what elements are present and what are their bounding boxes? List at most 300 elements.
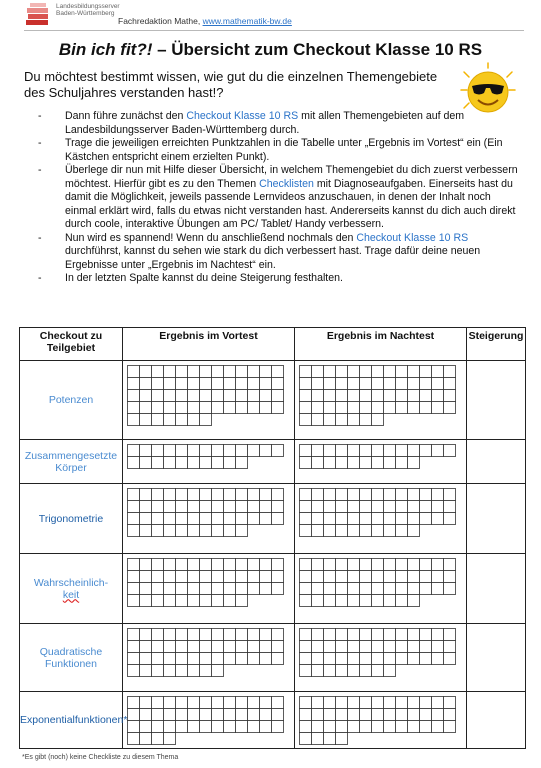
score-box[interactable] [164,559,176,571]
score-box[interactable] [420,571,432,583]
box-grid[interactable] [123,624,294,677]
box-grid[interactable] [295,624,466,677]
score-box[interactable] [248,629,260,641]
score-box[interactable] [128,445,140,457]
score-box[interactable] [224,513,236,525]
score-box[interactable] [236,378,248,390]
score-box[interactable] [152,513,164,525]
score-box[interactable] [140,641,152,653]
score-box[interactable] [420,559,432,571]
posttest-boxes[interactable] [295,624,467,692]
score-box[interactable] [420,378,432,390]
score-box[interactable] [384,501,396,513]
score-box[interactable] [272,445,284,457]
score-box[interactable] [300,697,312,709]
score-box[interactable] [224,366,236,378]
score-box[interactable] [164,390,176,402]
score-box-grid[interactable] [127,558,284,607]
score-box[interactable] [164,513,176,525]
box-grid[interactable] [295,361,466,426]
score-box[interactable] [432,571,444,583]
score-box[interactable] [348,525,360,537]
score-box[interactable] [248,402,260,414]
score-box[interactable] [372,665,384,677]
score-box[interactable] [152,653,164,665]
score-box[interactable] [408,571,420,583]
score-box[interactable] [384,629,396,641]
score-box[interactable] [212,697,224,709]
box-grid[interactable] [295,440,466,469]
score-box-grid[interactable] [127,444,284,469]
score-box[interactable] [432,489,444,501]
score-box[interactable] [312,721,324,733]
score-box[interactable] [200,390,212,402]
score-box[interactable] [188,583,200,595]
score-box[interactable] [336,697,348,709]
score-box[interactable] [272,501,284,513]
score-box[interactable] [384,571,396,583]
score-box[interactable] [260,390,272,402]
score-box[interactable] [272,583,284,595]
score-box[interactable] [224,445,236,457]
score-box[interactable] [396,641,408,653]
score-box[interactable] [212,525,224,537]
score-box[interactable] [336,457,348,469]
pretest-boxes[interactable] [123,440,295,484]
score-box[interactable] [408,457,420,469]
score-box[interactable] [336,733,348,745]
score-box[interactable] [260,513,272,525]
score-box[interactable] [128,629,140,641]
score-box[interactable] [164,583,176,595]
score-box[interactable] [348,390,360,402]
score-box[interactable] [212,559,224,571]
score-box[interactable] [408,489,420,501]
score-box[interactable] [396,525,408,537]
score-box[interactable] [236,525,248,537]
score-box[interactable] [212,571,224,583]
score-box[interactable] [236,402,248,414]
score-box[interactable] [272,366,284,378]
score-box[interactable] [260,641,272,653]
score-box[interactable] [224,525,236,537]
score-box[interactable] [348,595,360,607]
score-box[interactable] [128,501,140,513]
score-box[interactable] [152,414,164,426]
score-box[interactable] [336,513,348,525]
score-box[interactable] [248,378,260,390]
score-box[interactable] [248,721,260,733]
score-box[interactable] [300,378,312,390]
score-box[interactable] [248,653,260,665]
score-box[interactable] [200,445,212,457]
posttest-boxes[interactable] [295,692,467,749]
score-box[interactable] [420,583,432,595]
score-box[interactable] [164,653,176,665]
score-box[interactable] [236,629,248,641]
score-box[interactable] [128,402,140,414]
score-box[interactable] [152,641,164,653]
score-box[interactable] [188,457,200,469]
score-box[interactable] [372,721,384,733]
box-grid[interactable] [123,440,294,469]
score-box[interactable] [152,733,164,745]
score-box[interactable] [224,390,236,402]
score-box[interactable] [236,457,248,469]
score-box[interactable] [128,697,140,709]
score-box[interactable] [384,445,396,457]
score-box[interactable] [140,583,152,595]
score-box[interactable] [336,445,348,457]
score-box[interactable] [348,709,360,721]
score-box[interactable] [224,457,236,469]
checkout-link[interactable]: Checkout Klasse 10 RS [356,231,469,244]
score-box[interactable] [212,402,224,414]
score-box[interactable] [300,489,312,501]
score-box[interactable] [408,525,420,537]
score-box[interactable] [444,583,456,595]
score-box[interactable] [212,513,224,525]
score-box[interactable] [224,559,236,571]
score-box[interactable] [372,414,384,426]
score-box[interactable] [260,559,272,571]
score-box[interactable] [152,445,164,457]
score-box[interactable] [312,559,324,571]
score-box[interactable] [372,525,384,537]
score-box[interactable] [200,641,212,653]
gain-cell[interactable] [467,484,526,554]
score-box[interactable] [336,390,348,402]
score-box[interactable] [408,629,420,641]
score-box[interactable] [444,653,456,665]
score-box-grid[interactable] [127,365,284,426]
score-box[interactable] [200,489,212,501]
score-box[interactable] [372,559,384,571]
score-box[interactable] [140,513,152,525]
score-box[interactable] [396,595,408,607]
score-box[interactable] [420,445,432,457]
score-box[interactable] [396,390,408,402]
score-box[interactable] [176,457,188,469]
score-box[interactable] [236,697,248,709]
score-box[interactable] [408,595,420,607]
score-box[interactable] [176,653,188,665]
score-box[interactable] [212,641,224,653]
score-box[interactable] [128,559,140,571]
score-box[interactable] [312,595,324,607]
score-box[interactable] [372,513,384,525]
score-box[interactable] [272,629,284,641]
score-box[interactable] [300,595,312,607]
score-box[interactable] [224,501,236,513]
score-box[interactable] [212,366,224,378]
score-box[interactable] [188,390,200,402]
score-box[interactable] [372,390,384,402]
score-box[interactable] [312,709,324,721]
score-box[interactable] [360,525,372,537]
score-box[interactable] [408,653,420,665]
score-box-grid[interactable] [299,488,456,537]
score-box[interactable] [432,445,444,457]
score-box[interactable] [176,445,188,457]
score-box[interactable] [324,390,336,402]
score-box[interactable] [372,629,384,641]
score-box[interactable] [188,665,200,677]
score-box[interactable] [248,697,260,709]
score-box[interactable] [336,583,348,595]
score-box[interactable] [164,525,176,537]
score-box[interactable] [408,513,420,525]
score-box-grid[interactable] [127,696,284,745]
score-box[interactable] [152,709,164,721]
score-box[interactable] [236,489,248,501]
score-box[interactable] [200,457,212,469]
score-box[interactable] [224,721,236,733]
score-box[interactable] [272,402,284,414]
score-box[interactable] [384,402,396,414]
score-box[interactable] [188,697,200,709]
score-box[interactable] [420,629,432,641]
score-box[interactable] [200,653,212,665]
score-box[interactable] [200,595,212,607]
score-box[interactable] [152,571,164,583]
score-box[interactable] [300,414,312,426]
score-box[interactable] [260,653,272,665]
score-box[interactable] [324,445,336,457]
score-box[interactable] [360,571,372,583]
score-box[interactable] [360,653,372,665]
score-box[interactable] [248,709,260,721]
score-box[interactable] [140,501,152,513]
score-box[interactable] [200,697,212,709]
score-box[interactable] [432,697,444,709]
score-box[interactable] [140,525,152,537]
score-box[interactable] [348,629,360,641]
posttest-boxes[interactable] [295,440,467,484]
score-box[interactable] [312,390,324,402]
score-box[interactable] [420,641,432,653]
score-box[interactable] [384,721,396,733]
score-box[interactable] [140,697,152,709]
score-box[interactable] [212,709,224,721]
score-box[interactable] [200,366,212,378]
score-box[interactable] [300,501,312,513]
gain-cell[interactable] [467,692,526,749]
score-box[interactable] [324,378,336,390]
score-box[interactable] [176,559,188,571]
score-box[interactable] [152,378,164,390]
score-box[interactable] [360,489,372,501]
score-box[interactable] [164,665,176,677]
score-box[interactable] [128,653,140,665]
score-box[interactable] [260,571,272,583]
score-box[interactable] [176,721,188,733]
score-box[interactable] [324,571,336,583]
score-box[interactable] [300,457,312,469]
score-box[interactable] [152,402,164,414]
score-box[interactable] [348,513,360,525]
score-box[interactable] [384,559,396,571]
score-box[interactable] [324,489,336,501]
score-box-grid[interactable] [127,628,284,677]
score-box[interactable] [128,571,140,583]
score-box[interactable] [300,571,312,583]
score-box[interactable] [324,414,336,426]
score-box[interactable] [408,583,420,595]
score-box[interactable] [248,571,260,583]
score-box[interactable] [152,366,164,378]
score-box[interactable] [420,366,432,378]
score-box[interactable] [200,525,212,537]
score-box[interactable] [312,414,324,426]
score-box[interactable] [348,414,360,426]
score-box[interactable] [212,378,224,390]
score-box[interactable] [176,489,188,501]
score-box[interactable] [140,709,152,721]
score-box[interactable] [260,721,272,733]
score-box[interactable] [336,665,348,677]
score-box[interactable] [420,390,432,402]
score-box[interactable] [128,665,140,677]
score-box[interactable] [384,641,396,653]
score-box[interactable] [324,733,336,745]
score-box[interactable] [272,559,284,571]
box-grid[interactable] [295,692,466,745]
score-box[interactable] [176,629,188,641]
score-box[interactable] [432,653,444,665]
score-box[interactable] [312,583,324,595]
score-box[interactable] [140,414,152,426]
score-box[interactable] [444,366,456,378]
score-box[interactable] [128,378,140,390]
score-box[interactable] [260,445,272,457]
score-box[interactable] [212,595,224,607]
score-box[interactable] [324,583,336,595]
score-box[interactable] [348,445,360,457]
score-box[interactable] [336,641,348,653]
score-box[interactable] [248,513,260,525]
posttest-boxes[interactable] [295,484,467,554]
score-box[interactable] [312,571,324,583]
score-box[interactable] [212,445,224,457]
score-box[interactable] [272,653,284,665]
score-box[interactable] [324,721,336,733]
score-box[interactable] [312,733,324,745]
score-box[interactable] [224,709,236,721]
score-box[interactable] [188,595,200,607]
box-grid[interactable] [123,484,294,537]
score-box[interactable] [300,513,312,525]
score-box[interactable] [384,366,396,378]
score-box[interactable] [164,733,176,745]
score-box[interactable] [360,583,372,595]
score-box[interactable] [408,366,420,378]
score-box[interactable] [152,629,164,641]
score-box[interactable] [396,721,408,733]
score-box[interactable] [140,489,152,501]
score-box[interactable] [348,559,360,571]
score-box[interactable] [324,665,336,677]
score-box[interactable] [260,402,272,414]
score-box[interactable] [372,378,384,390]
score-box[interactable] [248,559,260,571]
score-box[interactable] [248,583,260,595]
score-box[interactable] [432,559,444,571]
score-box[interactable] [236,366,248,378]
score-box[interactable] [128,709,140,721]
score-box[interactable] [408,559,420,571]
score-box[interactable] [224,378,236,390]
score-box[interactable] [312,665,324,677]
score-box[interactable] [408,709,420,721]
score-box[interactable] [324,501,336,513]
score-box[interactable] [324,697,336,709]
score-box[interactable] [152,721,164,733]
score-box[interactable] [140,402,152,414]
score-box[interactable] [444,513,456,525]
score-box[interactable] [212,390,224,402]
score-box[interactable] [432,390,444,402]
score-box[interactable] [324,709,336,721]
website-link[interactable]: www.mathematik-bw.de [202,16,292,26]
score-box[interactable] [236,445,248,457]
score-box[interactable] [176,525,188,537]
score-box[interactable] [432,709,444,721]
score-box[interactable] [312,629,324,641]
score-box[interactable] [360,402,372,414]
score-box[interactable] [188,513,200,525]
score-box[interactable] [260,709,272,721]
score-box[interactable] [396,513,408,525]
score-box[interactable] [164,721,176,733]
score-box[interactable] [188,402,200,414]
score-box[interactable] [432,583,444,595]
score-box[interactable] [372,457,384,469]
score-box[interactable] [188,571,200,583]
score-box[interactable] [300,665,312,677]
score-box[interactable] [140,366,152,378]
score-box[interactable] [236,571,248,583]
score-box[interactable] [140,378,152,390]
score-box[interactable] [224,402,236,414]
score-box[interactable] [140,571,152,583]
score-box[interactable] [300,525,312,537]
score-box[interactable] [152,525,164,537]
score-box[interactable] [372,402,384,414]
score-box[interactable] [360,709,372,721]
score-box[interactable] [384,653,396,665]
score-box[interactable] [432,378,444,390]
score-box[interactable] [212,489,224,501]
score-box[interactable] [128,583,140,595]
score-box[interactable] [348,721,360,733]
score-box[interactable] [336,653,348,665]
score-box[interactable] [360,457,372,469]
score-box[interactable] [336,629,348,641]
score-box[interactable] [348,665,360,677]
score-box[interactable] [336,402,348,414]
score-box[interactable] [140,457,152,469]
box-grid[interactable] [123,361,294,426]
score-box[interactable] [420,653,432,665]
score-box[interactable] [360,559,372,571]
score-box[interactable] [348,402,360,414]
box-grid[interactable] [295,484,466,537]
score-box[interactable] [164,641,176,653]
score-box[interactable] [164,489,176,501]
score-box[interactable] [272,571,284,583]
score-box[interactable] [236,390,248,402]
